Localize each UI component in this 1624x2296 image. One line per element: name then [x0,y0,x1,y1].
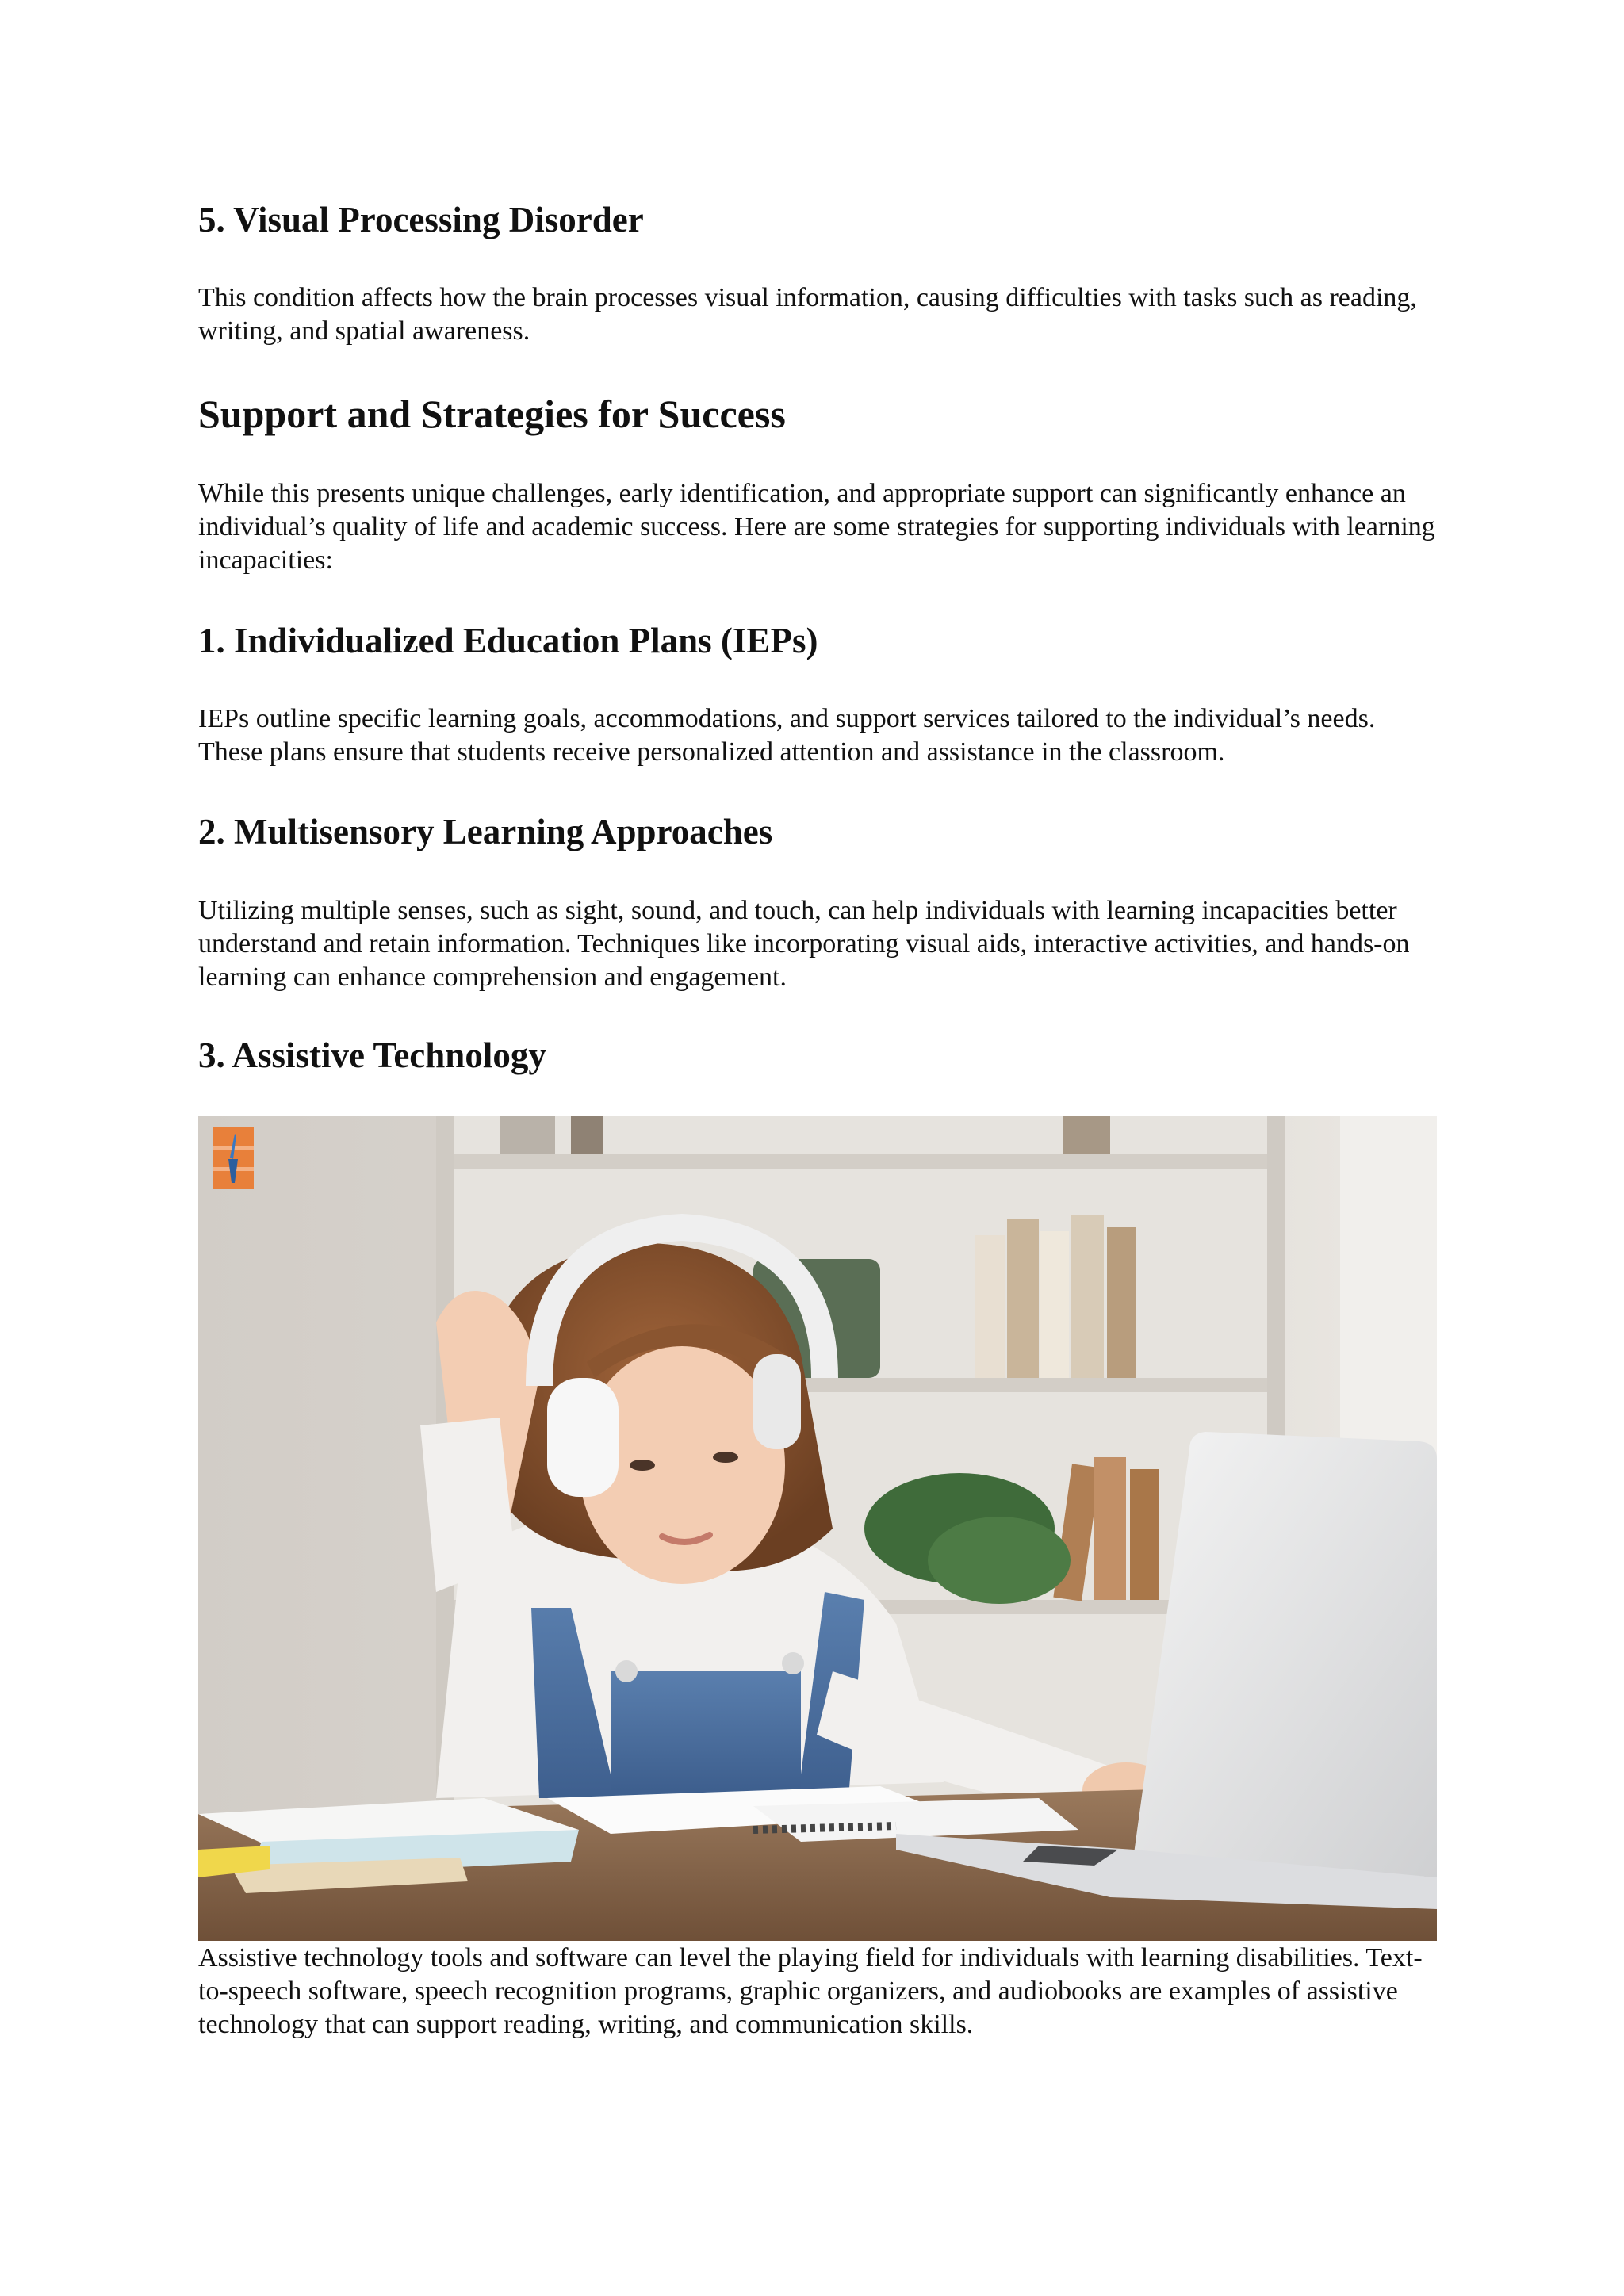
paragraph-multisensory: Utilizing multiple senses, such as sight, sound, and touch, can help individuals with learning incapacities better understand and retain information. Techniques like incorporating visual aids, interactive activities, and hands-on learning can enhance comprehension and engagement. [198,896,1410,992]
heading-support-strategies: Support and Strategies for Success [198,392,786,436]
orange-brand-logo-icon [213,1127,254,1189]
paragraph-support-strategies: While this presents unique challenges, early identification, and appropriate support can significantly enhance an individual’s quality of life and academic success. Here are some strategies for supporting individuals with learning incapacities: [198,479,1435,575]
heading-ieps: 1. Individualized Education Plans (IEPs) [198,621,818,660]
heading-visual-processing: 5. Visual Processing Disorder [198,200,644,239]
photo-girl-headphones-laptop [198,1116,1437,1941]
paragraph-ieps: IEPs outline specific learning goals, accommodations, and support services tailored to the individual’s needs. These plans ensure that students receive personalized attention and assistance in the classroom. [198,704,1376,767]
paragraph-assistive-technology: Assistive technology tools and software can level the playing field for individuals with learning disabilities. Text-to-speech software, speech recognition programs, graphic organizers, and audiobooks are examples of assistive technology that can support reading, writing, and communication skills. [198,1943,1423,2039]
paragraph-visual-processing: This condition affects how the brain processes visual information, causing difficulties with tasks such as reading, writing, and spatial awareness. [198,283,1417,346]
heading-multisensory: 2. Multisensory Learning Approaches [198,812,773,851]
heading-assistive-technology: 3. Assistive Technology [198,1035,546,1075]
